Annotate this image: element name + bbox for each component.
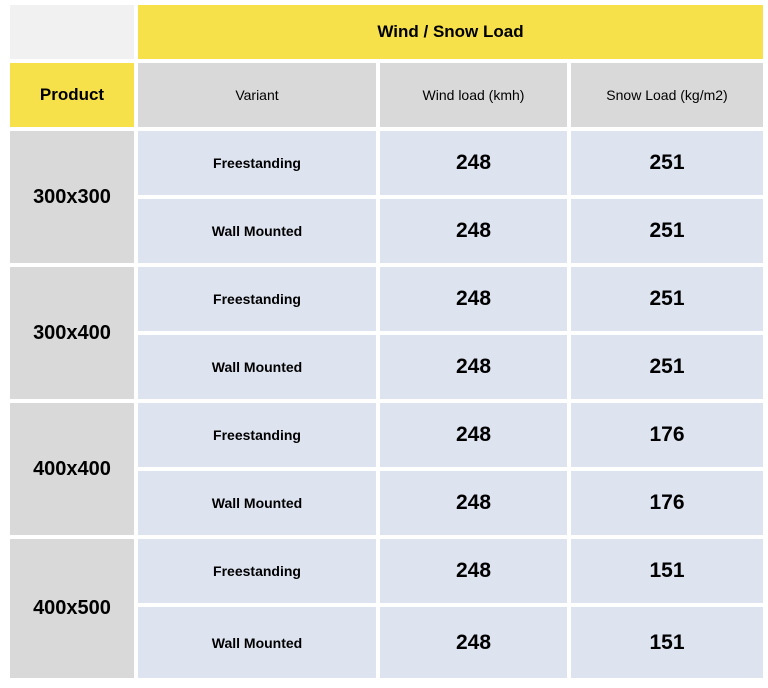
variant-cell: Freestanding: [138, 539, 376, 603]
wind-load-header: Wind load (kmh): [380, 63, 567, 127]
variant-header: Variant: [138, 63, 376, 127]
wind-load-cell: 248: [380, 267, 567, 331]
snow-load-cell: 176: [571, 471, 763, 535]
wind-load-cell: 248: [380, 131, 567, 195]
snow-load-cell: 251: [571, 131, 763, 195]
wind-load-cell: 248: [380, 335, 567, 399]
snow-load-header: Snow Load (kg/m2): [571, 63, 763, 127]
product-name-cell: 400x500: [10, 539, 134, 678]
variant-cell: Wall Mounted: [138, 471, 376, 535]
snow-load-cell: 251: [571, 199, 763, 263]
variant-cell: Wall Mounted: [138, 199, 376, 263]
snow-load-cell: 176: [571, 403, 763, 467]
wind-load-cell: 248: [380, 199, 567, 263]
variant-cell: Wall Mounted: [138, 607, 376, 678]
variant-cell: Wall Mounted: [138, 335, 376, 399]
product-name-cell: 300x400: [10, 267, 134, 399]
variant-cell: Freestanding: [138, 267, 376, 331]
snow-load-cell: 151: [571, 539, 763, 603]
product-name-cell: 300x300: [10, 131, 134, 263]
variant-cell: Freestanding: [138, 403, 376, 467]
snow-load-cell: 251: [571, 267, 763, 331]
wind-load-cell: 248: [380, 607, 567, 678]
load-table: [10, 5, 763, 678]
snow-load-cell: 251: [571, 335, 763, 399]
variant-cell: Freestanding: [138, 131, 376, 195]
product-header: Product: [10, 63, 134, 127]
blank-corner-cell: [10, 5, 134, 59]
product-name-cell: 400x400: [10, 403, 134, 535]
wind-load-cell: 248: [380, 471, 567, 535]
wind-load-cell: 248: [380, 403, 567, 467]
snow-load-cell: 151: [571, 607, 763, 678]
table-title: Wind / Snow Load: [138, 5, 763, 59]
wind-load-cell: 248: [380, 539, 567, 603]
